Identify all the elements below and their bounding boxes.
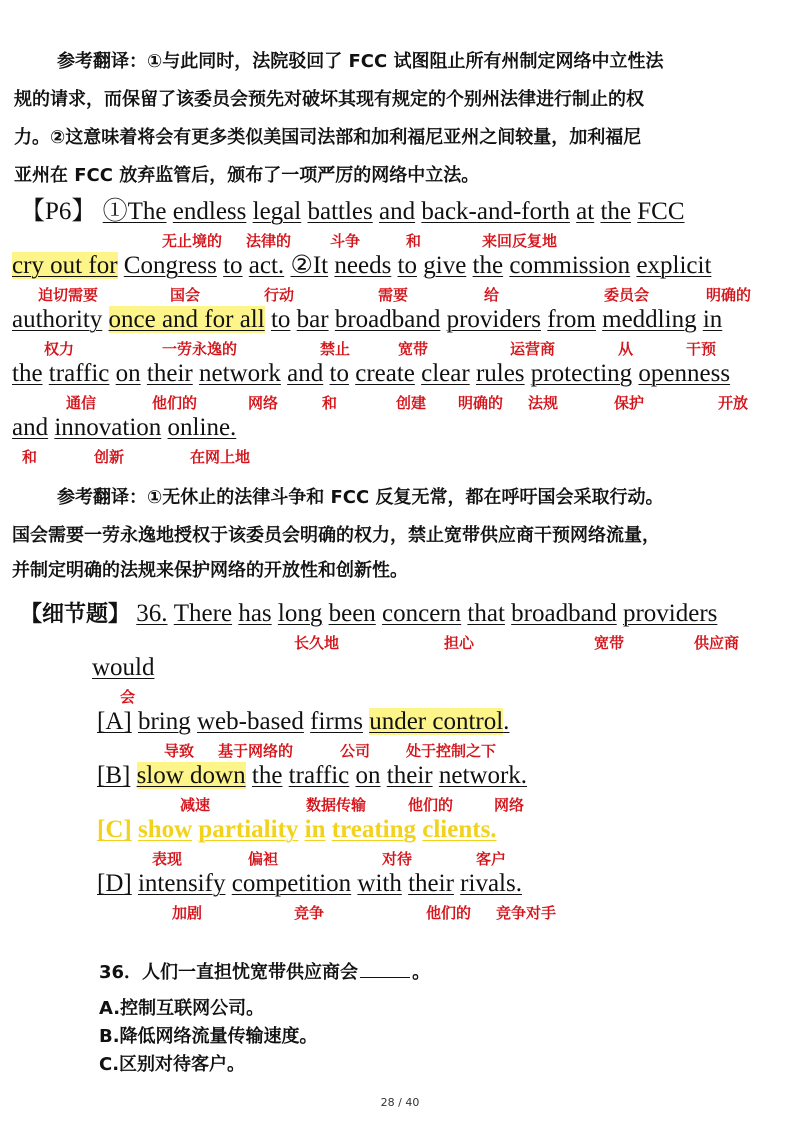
option-b [97, 761, 527, 791]
option-d [97, 869, 522, 899]
p6-translation-line-1: 参考翻译：①无休止的法律斗争和 FCC 反复无常，都在呼吁国会采取行动。 [57, 487, 664, 508]
option-phrase-highlight: slow down [136, 762, 246, 789]
p6-word: rules [475, 360, 525, 387]
p6-translation-line-3: 并制定明确的法规来保护网络的开放性和创新性。 [12, 560, 408, 581]
p6-translation-line-2: 国会需要一劳永逸地授权于该委员会明确的权力，禁止宽带供应商干预网络流量， [12, 525, 660, 546]
gloss-word: 竞争 [294, 904, 325, 922]
p6-word: authority [12, 306, 103, 333]
gloss-word: 从 [618, 340, 634, 358]
gloss-word: 开放 [718, 394, 749, 412]
p6-word: to [223, 252, 243, 279]
option-word: the [251, 762, 283, 789]
gloss-word: 表现 [152, 850, 183, 868]
question-word: would [92, 654, 155, 681]
p6-word: to [397, 252, 417, 279]
gloss-word: 他们的 [408, 796, 454, 814]
p6-word: needs [334, 252, 392, 279]
p5-translation-line-1: 参考翻译：①与此同时，法院驳回了 FCC 试图阻止所有州制定网络中立性法 [57, 51, 664, 72]
option-word: their [408, 870, 454, 897]
option-phrase-highlight: under control [369, 708, 504, 735]
p6-phrase-highlight: once and for all [108, 306, 265, 333]
page-separator: / [398, 1096, 402, 1109]
p6-phrase-highlight: cry out for [12, 252, 118, 279]
p6-word: their [146, 360, 193, 387]
p6-word: and [287, 360, 324, 387]
option-c-answer [97, 815, 497, 845]
p6-word: meddling [602, 306, 697, 333]
gloss-word: 和 [322, 394, 338, 412]
gloss-word: 给 [484, 286, 500, 304]
question-stem-cont [92, 653, 155, 683]
question-word: long [277, 600, 323, 627]
option-letter: [C] [97, 816, 132, 843]
gloss-word: 国会 [170, 286, 201, 304]
page-number [0, 1096, 800, 1109]
question-stem [20, 599, 717, 630]
p5-translation-line-3: 力。②这意味着将会有更多类似美国司法部和加利福尼亚州之间较量，加利福尼 [14, 127, 642, 148]
p6-word: back-and-forth [421, 198, 570, 225]
option-word: firms [310, 708, 363, 735]
gloss-word: 客户 [476, 850, 507, 868]
p6-word: to [329, 360, 349, 387]
p6-word: commission [509, 252, 631, 279]
p5-translation-line-4: 亚州在 FCC 放弃监管后，颁布了一项严厉的网络中立法。 [14, 165, 480, 186]
gloss-word: 他们的 [426, 904, 472, 922]
option-word: in [304, 816, 326, 843]
gloss-word: 网络 [494, 796, 525, 814]
gloss-word: 法律的 [246, 232, 292, 250]
p6-word: legal [252, 198, 302, 225]
gloss-word: 在网上地 [190, 448, 251, 466]
question-word: concern [382, 600, 462, 627]
p6-word: from [547, 306, 596, 333]
gloss-word: 迫切需要 [38, 286, 99, 304]
question-word: There [173, 600, 233, 627]
gloss-word: 加剧 [172, 904, 203, 922]
option-word: . [503, 708, 510, 735]
p6-word: the [12, 360, 43, 387]
gloss-word: 供应商 [694, 634, 740, 652]
question-label: 【细节题】 [20, 602, 131, 627]
option-letter: [B] [97, 762, 131, 789]
gloss-word: 竞争对手 [496, 904, 557, 922]
p6-word: traffic [48, 360, 110, 387]
answer-blank [360, 959, 410, 978]
gloss-word: 行动 [264, 286, 295, 304]
gloss-word: 需要 [378, 286, 409, 304]
gloss-word: 基于网络的 [218, 742, 294, 760]
p6-label: 【P6】 [20, 198, 97, 225]
gloss-word: 权力 [44, 340, 75, 358]
p6-line-2 [12, 251, 711, 281]
gloss-word: 创新 [94, 448, 125, 466]
p6-word: the [600, 198, 631, 225]
gloss-word: 来回反复地 [482, 232, 558, 250]
gloss-word: 禁止 [320, 340, 351, 358]
option-word: treating [331, 816, 417, 843]
gloss-word: 和 [22, 448, 38, 466]
gloss-word: 一劳永逸的 [162, 340, 238, 358]
option-word: on [355, 762, 381, 789]
p6-word: on [115, 360, 141, 387]
option-letter: [D] [97, 870, 132, 897]
gloss-word: 处于控制之下 [406, 742, 497, 760]
page-total: 40 [405, 1096, 420, 1109]
gloss-word: 保护 [614, 394, 645, 412]
p6-word: the [472, 252, 504, 279]
gloss-word: 明确的 [458, 394, 504, 412]
question-word: that [467, 600, 505, 627]
p6-word: explicit [636, 252, 712, 279]
gloss-word: 无止境的 [162, 232, 223, 250]
p6-word: in [702, 306, 723, 333]
p6-line-3 [12, 305, 722, 335]
p6-word: broadband [334, 306, 441, 333]
question-word: broadband [511, 600, 617, 627]
gloss-word: 法规 [528, 394, 559, 412]
zh-option-a: A.控制互联网公司。 [99, 998, 265, 1019]
option-word: network. [438, 762, 528, 789]
question-word: 36. [136, 600, 168, 627]
zh-question-text: 36．人们一直担忧宽带供应商会 [99, 962, 359, 983]
option-word: intensify [137, 870, 226, 897]
p6-word: at [576, 198, 595, 225]
p6-line-5 [12, 413, 236, 443]
gloss-word: 会 [120, 688, 136, 706]
gloss-word: 斗争 [330, 232, 361, 250]
zh-option-c: C.区别对待客户。 [99, 1054, 246, 1075]
option-word: rivals. [460, 870, 522, 897]
p6-word: give [423, 252, 467, 279]
p5-translation-line-2: 规的请求，而保留了该委员会预先对破坏其现有规定的个别州法律进行制止的权 [14, 89, 644, 110]
question-word: has [238, 600, 272, 627]
p6-word: ①The [102, 198, 167, 225]
option-a [97, 707, 509, 737]
p6-line-1 [20, 197, 685, 227]
option-word: with [357, 870, 402, 897]
gloss-word: 担心 [444, 634, 475, 652]
question-word: providers [622, 600, 718, 627]
p6-word: to [270, 306, 291, 333]
gloss-word: 干预 [686, 340, 717, 358]
page-current: 28 [380, 1096, 395, 1109]
zh-option-b: B.降低网络流量传输速度。 [99, 1026, 318, 1047]
p6-word: and [379, 198, 416, 225]
gloss-word: 导致 [164, 742, 195, 760]
gloss-word: 公司 [340, 742, 371, 760]
p6-word: clear [421, 360, 470, 387]
option-word: clients. [422, 816, 497, 843]
gloss-word: 对待 [382, 850, 413, 868]
p6-word: Congress [123, 252, 217, 279]
option-word: competition [231, 870, 352, 897]
gloss-word: 委员会 [604, 286, 650, 304]
gloss-word: 宽带 [398, 340, 429, 358]
p6-word: battles [307, 198, 373, 225]
option-word: web-based [197, 708, 304, 735]
gloss-word: 明确的 [706, 286, 752, 304]
gloss-word: 宽带 [594, 634, 625, 652]
p6-word: ②It [290, 252, 329, 279]
option-word: traffic [288, 762, 350, 789]
option-word: their [386, 762, 433, 789]
gloss-word: 长久地 [294, 634, 340, 652]
option-word: show [137, 816, 193, 843]
question-word: been [328, 600, 376, 627]
gloss-word: 减速 [180, 796, 211, 814]
p6-word: create [355, 360, 415, 387]
p6-word: and [12, 414, 49, 441]
option-word: partiality [198, 816, 299, 843]
gloss-word: 通信 [66, 394, 97, 412]
gloss-word: 偏袒 [248, 850, 279, 868]
gloss-word: 他们的 [152, 394, 198, 412]
option-word: bring [137, 708, 191, 735]
gloss-word: 网络 [248, 394, 279, 412]
p6-word: providers [446, 306, 542, 333]
gloss-word: 运营商 [510, 340, 556, 358]
zh-question-end: 。 [412, 962, 431, 983]
p6-word: protecting [530, 360, 633, 387]
p6-word: act. [248, 252, 285, 279]
p6-line-4 [12, 359, 730, 389]
p6-word: endless [172, 198, 247, 225]
p6-word: FCC [637, 198, 685, 225]
p6-word: openness [638, 360, 731, 387]
p6-word: innovation [54, 414, 162, 441]
gloss-word: 数据传输 [306, 796, 367, 814]
zh-question-stem [99, 959, 430, 987]
gloss-word: 和 [406, 232, 422, 250]
option-letter: [A] [97, 708, 132, 735]
p6-word: network [198, 360, 281, 387]
gloss-word: 创建 [396, 394, 427, 412]
p6-word: bar [296, 306, 329, 333]
p6-word: online. [167, 414, 237, 441]
